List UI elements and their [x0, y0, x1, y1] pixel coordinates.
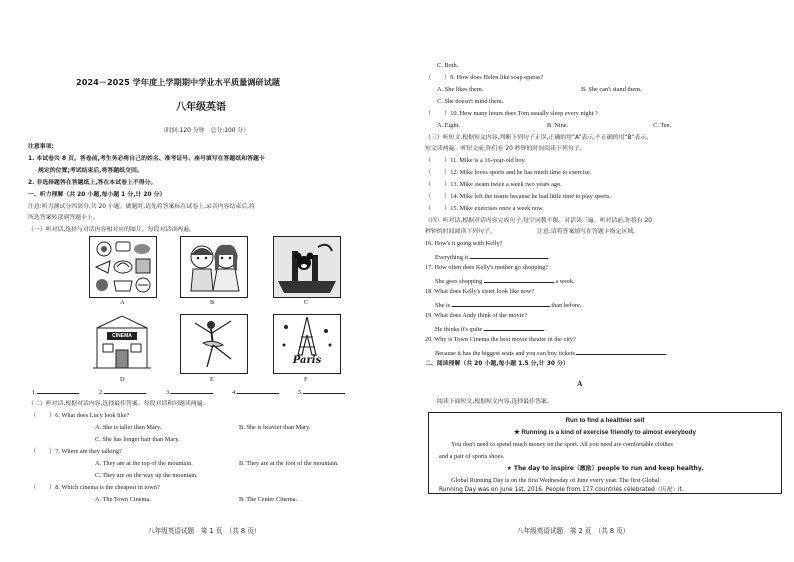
question-8: （ ）8. Which cinema is the cheapest in town? — [30, 484, 160, 491]
q16-answer[interactable]: Everything is . — [435, 254, 550, 261]
picture-b-kids — [180, 236, 248, 298]
picture-a-food — [89, 236, 157, 298]
question-10: （ ）10. How many hours does Tom usually sleep every night ? — [425, 110, 598, 117]
pic-label-a: A — [120, 299, 125, 306]
passage-heading-2: ★ The day to inspire（激励）people to run and keep healthy. — [506, 466, 704, 472]
answer-line-3[interactable]: 3. — [166, 387, 213, 397]
picture-f-paris — [273, 314, 341, 374]
answer-line-5[interactable]: 5. — [298, 387, 345, 397]
part2-instructions: （二）听对话,根据对话内容,选择最佳答案。每段对话和问题读两遍。 — [28, 401, 209, 407]
q9-option-a[interactable]: A. She likes them. — [437, 86, 484, 93]
q19-answer[interactable]: He thinks it's quite . — [435, 326, 547, 333]
question-17: 17. How often does Kelly's mother go shopping? — [425, 264, 549, 271]
page-2-footer: 八年级英语试题 第 2 页 （共 8 页） — [517, 527, 630, 535]
q10-option-c[interactable]: C. Ten. — [653, 122, 672, 129]
part4-instructions-3: 注意:请将答案填写在答题卡指定区域。 — [537, 229, 640, 235]
note-3: 注意:听力测试分四部分,共 20 小题。做题时,请先将答案标在试卷上,录音内容结束后,将 — [28, 204, 255, 210]
q6-option-a[interactable]: A. She is taller than Mary. — [95, 424, 162, 431]
exam-title: 2024－2025 学年度上学期期中学业水平质量调研试题 — [76, 77, 280, 87]
q10-option-b[interactable]: B. Nine. — [547, 122, 569, 129]
question-15: （ ）15. Mike exercises once a week now. — [425, 205, 544, 212]
question-6: （ ）6. What does Lucy look like? — [30, 412, 130, 419]
paris-lettering: Paris — [292, 355, 322, 366]
time-score: （时间:120 分钟 总分:100 分） — [160, 128, 250, 134]
q8-option-a[interactable]: A. The Town Cinema. — [95, 496, 151, 503]
note-1: 1. 本试卷共 8 页。答卷前,考生务必将自己的姓名、准考证号、座号填写在答题纸和答题卡 — [28, 156, 265, 162]
part4-instructions: （四）听对话,根据对话内容完成句子,每空词数不限。对话读三遍。听对话前,你将有 20 — [425, 218, 653, 224]
question-7: （ ）7. Where are they talking? — [30, 448, 122, 455]
q6-option-c[interactable]: C. She has longer hair than Mary. — [95, 436, 180, 443]
q8-option-c[interactable]: C. Both. — [437, 62, 459, 69]
passage-para-2b: Running Day was on June 1st, 2016. People from 177 countries celebrated（庆祝）it. — [439, 487, 684, 493]
note-2: 2. 非选择题答在答题纸上,答在本试卷上不得分。 — [28, 180, 157, 186]
passage-para-1b: and a pair of sports shoes. — [439, 453, 505, 460]
question-18: 18. What does Kelly's sister look like now? — [425, 288, 535, 295]
passage-title: Run to find a healthier self — [565, 417, 645, 424]
reading-instructions: 阅读下面短文,根据短文内容,选择最佳答案。 — [437, 399, 553, 405]
question-13: （ ）13. Mike swam twice a week two years ago. — [425, 181, 562, 188]
q6-option-b[interactable]: B. She is heavier than Mary. — [239, 424, 311, 431]
question-16: 16. How's it going with Kelly? — [425, 240, 503, 247]
question-11: （ ）11. Mike is a 16-year-old boy. — [425, 157, 526, 164]
part4-instructions-2: 秒钟的时间阅读下列句子。 — [425, 229, 496, 235]
notes-heading: 注意事项: — [28, 144, 54, 150]
cinema-sign-text: CINEMA — [112, 333, 132, 339]
passage-heading-1: ★ Running is a kind of exercise friendly to almost everybody — [513, 429, 696, 436]
q8-option-b[interactable]: B. The Center Cinema. — [239, 496, 298, 503]
pic-label-f: F — [304, 376, 308, 383]
pic-label-e: E — [210, 376, 214, 383]
q7-option-a[interactable]: A. They are at the top of the mountain. — [95, 460, 193, 467]
q9-option-c[interactable]: C. She doesn't mind them. — [437, 98, 504, 105]
note-1b: 规定的位置;考试结束后,将答题纸交回。 — [38, 168, 143, 174]
pic-label-c: C — [304, 299, 309, 306]
part3-instructions: （三）听短文,根据短文内容,判断下列句子正误,正确的用“A”表示,不正确的用“B”表示。 — [425, 135, 652, 141]
question-19: 19. What does Andy think of the movie? — [425, 312, 528, 319]
part3-instructions-2: 短文读两遍。听短文前,你们有 20 秒钟的时间阅读下列句子。 — [425, 146, 586, 152]
answer-line-1[interactable]: 1. — [32, 387, 79, 397]
answer-line-4[interactable]: 4. — [232, 387, 279, 397]
picture-c-cartoon — [273, 236, 341, 298]
q18-answer[interactable]: She is than before. — [435, 302, 582, 309]
exam-subtitle: 八年级英语 — [176, 102, 226, 113]
question-9: （ ）9. How does Helen like soap operas? — [425, 74, 544, 81]
page-1-footer: 八年级英语试题 第 1 页 （共 8 页） — [148, 527, 261, 535]
listening-heading: 一、听力理解（共 20 小题,每小题 1 分,计 20 分） — [28, 192, 166, 198]
answer-line-2[interactable]: 2. — [99, 387, 146, 397]
q10-option-a[interactable]: A. Eight. — [437, 122, 460, 129]
reading-heading: 二、阅读理解（共 20 小题,每小题 1.5 分,计 30 分） — [425, 361, 569, 367]
section-a-label: A — [577, 379, 583, 388]
pic-label-d: D — [120, 376, 125, 383]
q7-option-c[interactable]: C. They are on the way up the mountain. — [95, 472, 198, 479]
pic-label-b: B — [210, 299, 215, 306]
picture-d-cinema — [89, 314, 155, 372]
q7-option-b[interactable]: B. They are at the foot of the mountain. — [239, 460, 339, 467]
q17-answer[interactable]: She goes shopping a week. — [435, 278, 575, 285]
q9-option-b[interactable]: B. She can't stand them. — [581, 86, 642, 93]
picture-e-dancer — [180, 314, 248, 374]
reading-passage-box — [428, 412, 782, 494]
question-20: 20. Why is Town Cinema the best movie theater in the city? — [425, 336, 576, 343]
q20-answer[interactable]: Because it has the biggest seats and you can buy tickets . — [435, 350, 669, 357]
part1-instructions: （一）听对话,选择与对话内容相对应的图片。每段对话读两遍。 — [28, 227, 195, 233]
question-14: （ ）14. Mike left the teams because he had little time to play sports. — [425, 193, 612, 200]
passage-para-2: Global Running Day is on the first Wednesday of June every year. The first Global — [451, 477, 660, 484]
passage-para-1: You don't need to spend much money on the sport. All you need are comfortable clothes — [451, 441, 673, 448]
question-12: （ ）12. Mike loves sports and he has much time to exercise. — [425, 169, 592, 176]
note-3b: 所选答案转涂到答题卡上。 — [28, 215, 99, 221]
